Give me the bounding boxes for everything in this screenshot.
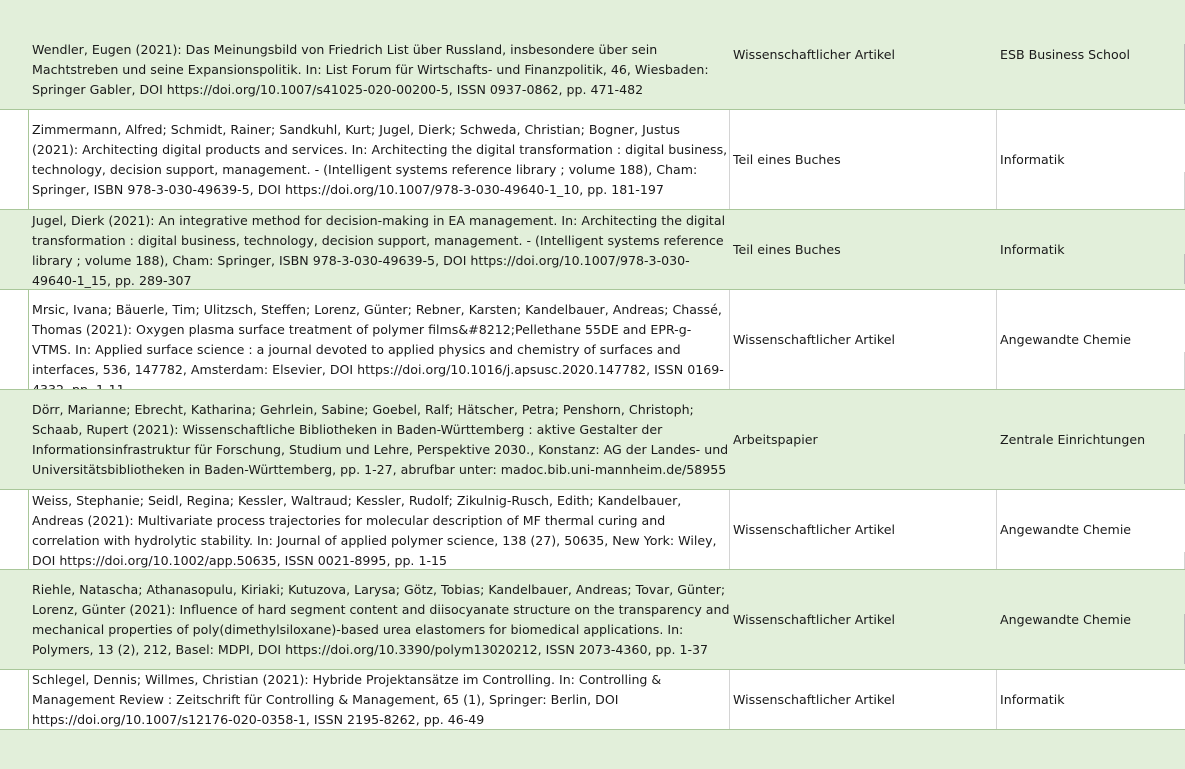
row-divider [0,109,1185,110]
reference-cell[interactable]: Weiss, Stephanie; Seidl, Regina; Kessler, Waltraud; Kessler, Rudolf; Zikulnig-Rusch, Edith; Kandelbauer, Andreas (2021): Multivariate process trajectories for molecular description of MF thermal curing and correlation with hydrolytic stability. In: Journal of applied polymer science, 138 (27), 50635, New York: Wiley, DOI https://doi.org/10.1002/app.50635, ISSN 0021-8995, pp. 1-15 [29,490,730,569]
publication-type-cell[interactable]: Arbeitspapier [733,432,818,447]
organization-cell[interactable]: Angewandte Chemie [997,490,1185,569]
row-spacer [0,570,29,669]
row-divider [0,669,1185,670]
organization-cell[interactable]: Informatik [997,670,1185,729]
row-divider [0,209,1185,210]
table-row [0,570,1185,669]
publication-type-cell[interactable]: Wissenschaftlicher Artikel [730,490,997,569]
publication-type-cell[interactable]: Wissenschaftlicher Artikel [733,612,896,627]
publication-type-cell[interactable]: Teil eines Buches [733,242,841,257]
row-spacer [0,210,29,289]
organization-cell[interactable]: Angewandte Chemie [997,290,1185,389]
row-spacer [0,670,29,729]
organization-cell[interactable]: Informatik [997,110,1185,209]
row-spacer [0,290,29,389]
empty-row [0,730,1185,769]
publication-type-cell[interactable]: Wissenschaftlicher Artikel [730,290,997,389]
reference-cell[interactable]: Wendler, Eugen (2021): Das Meinungsbild von Friedrich List über Russland, insbesondere über sein Machtstreben und seine Expansionspolitik. In: List Forum für Wirtschafts- und Finanzpolitik, 46, Wiesbaden: Springer Gabler, DOI https://doi.org/10.1007/s41025-020-00200-5, ISSN 0937-0862, pp. 471-482 [32,42,709,97]
publication-type-cell[interactable]: Teil eines Buches [730,110,997,209]
reference-cell[interactable]: Dörr, Marianne; Ebrecht, Katharina; Gehrlein, Sabine; Goebel, Ralf; Hätscher, Petra; Penshorn, Christoph; Schaab, Rupert (2021): Wissenschaftliche Bibliotheken in Baden-Württemberg : aktive Gestalter der Informationsinfrastruktur für Forschung, Studium und Lehre, Perspektive 2030., Konstanz: AG der Landes- und Universitätsbibliotheken in Baden-Württemberg, pp. 1-27, abrufbar unter: madoc.bib.uni-mannheim.de/58955 [32,402,729,477]
reference-cell[interactable]: Mrsic, Ivana; Bäuerle, Tim; Ulitzsch, Steffen; Lorenz, Günter; Rebner, Karsten; Kandelbauer, Andreas; Chassé, Thomas (2021): Oxygen plasma surface treatment of polymer films&#8212;Pellethane 55DE and EPR-g-VTMS. In: Applied surface science : a journal devoted to applied physics and chemistry of surfaces and interfaces, 536, 147782, Amsterdam: Elsevier, DOI https://doi.org/10.1016/j.apsusc.2020.147782, ISSN 0169- [29,290,730,389]
reference-cell[interactable]: Schlegel, Dennis; Willmes, Christian (2021): Hybride Projektansätze im Controlling. In: Controlling & Management Review : Zeitschrift für Controlling & Management, 65 (1), Springer: Berlin, DOI https://doi.org/10.1007/s12176-020-0358-1, ISSN 2195-8262, pp. 46-49 [29,670,730,729]
row-divider [0,389,1185,390]
table-row [0,290,1185,389]
reference-cell[interactable]: Zimmermann, Alfred; Schmidt, Rainer; Sandkuhl, Kurt; Jugel, Dierk; Schweda, Christian; Bogner, Justus (2021): Architecting digital products and services. In: Architecting the digital transformation : digital business, technology, decision support, management. - (Intelligent systems reference library ; volume 188), Cham: Springer, ISBN 978-3-030-49639-5, DOI https://doi.org/10.1007/978-3-030-49640-1_10, pp. 181-197 [29,110,730,209]
row-divider [0,489,1185,490]
table-row [0,390,1185,489]
table-row [0,210,1185,289]
organization-cell[interactable]: Informatik [1000,242,1065,257]
table-row [0,110,1185,209]
row-divider [0,289,1185,290]
row-divider [0,729,1185,730]
row-spacer [0,110,29,209]
organization-cell[interactable]: ESB Business School [1000,47,1130,62]
organization-cell[interactable]: Angewandte Chemie [1000,612,1132,627]
table-row [0,670,1185,729]
row-spacer [0,390,29,489]
reference-cell[interactable]: Jugel, Dierk (2021): An integrative method for decision-making in EA management. In: Architecting the digital transformation : digital business, technology, decision support, management. - (Intelligent systems reference library ; volume 188), Cham: Springer, ISBN 978-3-030-49639-5, DOI https://doi.org/10.1007/978-3-030-49640-1_15, pp. 289-307 [32,213,726,288]
table-row [0,490,1185,569]
table-row [0,0,1185,109]
reference-cell[interactable]: Riehle, Natascha; Athanasopulu, Kiriaki; Kutuzova, Larysa; Götz, Tobias; Kandelbauer, Andreas; Tovar, Günter; Lorenz, Günter (2021): Influence of hard segment content and diisocyanate structure on the transparency and mechanical properties of poly(dimethylsiloxane)-based urea elastomers for biomedical applications. In: Polymers, 13 (2), 212, Basel: MDPI, DOI https://doi.org/10.3390/polym13020212, ISSN 2073-4360, pp. 1-37 [32,582,730,657]
publication-type-cell[interactable]: Wissenschaftlicher Artikel [730,670,997,729]
row-divider [0,569,1185,570]
row-spacer [0,0,29,109]
organization-cell[interactable]: Zentrale Einrichtungen [1000,432,1146,447]
row-spacer [0,490,29,569]
publication-type-cell[interactable]: Wissenschaftlicher Artikel [733,47,896,62]
